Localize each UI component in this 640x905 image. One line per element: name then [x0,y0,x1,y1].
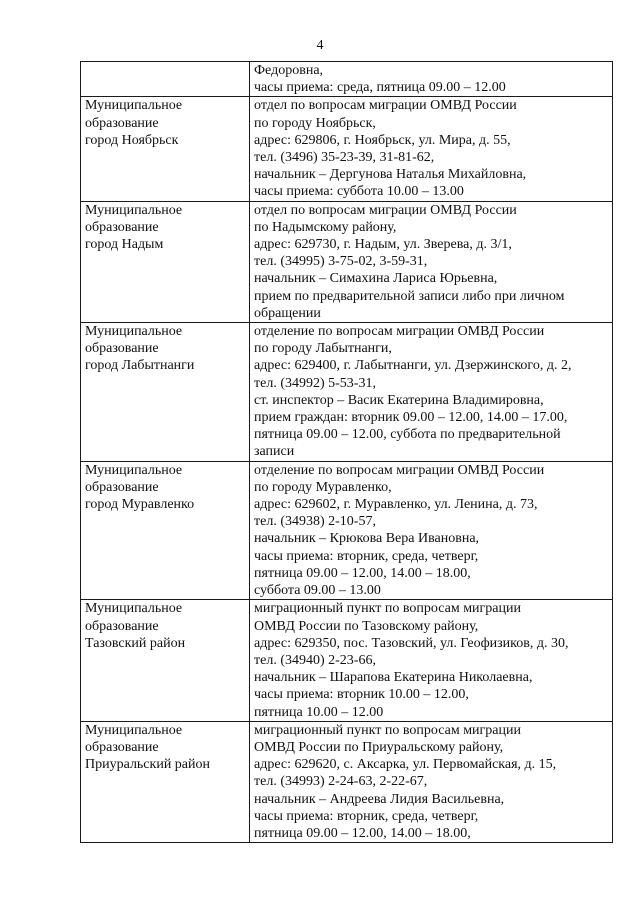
office-detail-line: адрес: 629730, г. Надым, ул. Зверева, д. 3/1, [254,237,512,253]
office-detail-line: тел. (34940) 2-23-66, [254,652,376,668]
municipality-cell [81,97,250,201]
office-details-cell [250,323,613,462]
municipality-line: Муниципальное [85,462,183,478]
municipality-line: город Муравленко [85,497,195,513]
office-detail-line: пятница 09.00 – 12.00, 14.00 – 18.00, [254,825,471,841]
office-detail-line: начальник – Шарапова Екатерина Николаевна, [254,670,533,686]
municipality-line: Муниципальное [85,324,183,340]
office-detail-line: начальник – Андреева Лидия Васильевна, [254,791,505,807]
municipality-cell [81,600,250,721]
office-detail-line: по городу Муравленко, [254,479,392,495]
municipality-line: образование [85,479,159,495]
office-detail-line: ОМВД России по Тазовскому району, [254,618,479,634]
office-detail-line: пятница 09.00 – 12.00, суббота по предварительной [254,427,561,443]
table-body [81,62,613,843]
office-detail-line: суббота 09.00 – 13.00 [254,583,381,599]
table-row [81,600,613,721]
table-row [81,97,613,201]
office-detail-line: часы приема: вторник, среда, четверг, [254,808,479,824]
office-detail-line: ст. инспектор – Васик Екатерина Владимировна, [254,392,544,408]
office-detail-line: прием по предварительной записи либо при личном [254,288,565,304]
office-detail-line: часы приема: вторник 10.00 – 12.00, [254,687,469,703]
table-row [81,201,613,322]
municipality-cell [81,201,250,322]
office-detail-line: часы приема: суббота 10.00 – 13.00 [254,184,464,200]
office-detail-line: начальник – Симахина Лариса Юрьевна, [254,271,498,287]
table-row [81,323,613,462]
office-detail-line: часы приема: среда, пятница 09.00 – 12.00 [254,80,506,96]
office-detail-line: тел. (34938) 2-10-57, [254,514,376,530]
table-row [81,721,613,842]
office-detail-line: тел. (3496) 35-23-39, 31-81-62, [254,150,435,166]
office-details-cell [250,62,613,97]
municipality-line: город Надым [85,237,164,253]
municipality-line: Приуральский район [85,757,211,773]
office-detail-line: записи [254,444,295,460]
office-detail-line: часы приема: вторник, среда, четверг, [254,548,479,564]
municipality-line: образование [85,618,159,634]
office-detail-line: отдел по вопросам миграции ОМВД России [254,98,517,114]
office-detail-line: отделение по вопросам миграции ОМВД России [254,462,545,478]
municipality-line: образование [85,115,159,131]
municipality-line: образование [85,341,159,357]
office-detail-line: отделение по вопросам миграции ОМВД России [254,324,545,340]
office-detail-line: начальник – Крюкова Вера Ивановна, [254,531,480,547]
office-detail-line: по городу Лабытнанги, [254,341,392,357]
office-details-cell [250,97,613,201]
office-detail-line: ОМВД России по Приуральскому району, [254,739,504,755]
table-row [81,62,613,97]
municipality-line: Муниципальное [85,202,183,218]
office-detail-line: по городу Ноябрьск, [254,115,376,131]
office-detail-line: миграционный пункт по вопросам миграции [254,722,521,738]
office-detail-line: тел. (34993) 2-24-63, 2-22-67, [254,774,428,790]
municipality-cell [81,721,250,842]
office-details-cell [250,461,613,600]
office-detail-line: тел. (34995) 3-75-02, 3-59-31, [254,254,428,270]
municipality-line: образование [85,739,159,755]
municipality-line: Муниципальное [85,722,183,738]
office-detail-line: отдел по вопросам миграции ОМВД России [254,202,517,218]
page-number: 4 [316,38,324,53]
office-detail-line: адрес: 629806, г. Ноябрьск, ул. Мира, д. 55, [254,132,511,148]
municipality-line: Муниципальное [85,98,183,114]
municipality-line: образование [85,219,159,235]
office-detail-line: прием граждан: вторник 09.00 – 12.00, 14.00 – 17.00, [254,410,568,426]
office-detail-line: Федоровна, [254,63,324,78]
municipality-line: Тазовский район [85,635,186,651]
office-details-cell [250,600,613,721]
office-detail-line: начальник – Дергунова Наталья Михайловна, [254,167,527,183]
office-detail-line: адрес: 629400, г. Лабытнанги, ул. Дзержинского, д. 2, [254,358,572,374]
office-details-cell [250,721,613,842]
office-detail-line: адрес: 629602, г. Муравленко, ул. Ленина, д. 73, [254,497,538,513]
municipality-cell [81,461,250,600]
municipality-cell [81,323,250,462]
office-detail-line: миграционный пункт по вопросам миграции [254,601,521,617]
municipality-line: Муниципальное [85,601,183,617]
migration-offices-table [80,61,613,843]
office-detail-line: тел. (34992) 5-53-31, [254,375,376,391]
office-detail-line: по Надымскому району, [254,219,397,235]
office-detail-line: обращении [254,305,321,321]
office-detail-line: адрес: 629620, с. Аксарка, ул. Первомайская, д. 15, [254,757,557,773]
office-detail-line: пятница 09.00 – 12.00, 14.00 – 18.00, [254,565,471,581]
municipality-line: город Лабытнанги [85,358,195,374]
office-detail-line: пятница 10.00 – 12.00 [254,704,384,720]
office-details-cell [250,201,613,322]
table-row [81,461,613,600]
municipality-line: город Ноябрьск [85,132,179,148]
office-detail-line: адрес: 629350, пос. Тазовский, ул. Геофизиков, д. 30, [254,635,569,651]
municipality-cell [81,62,250,97]
